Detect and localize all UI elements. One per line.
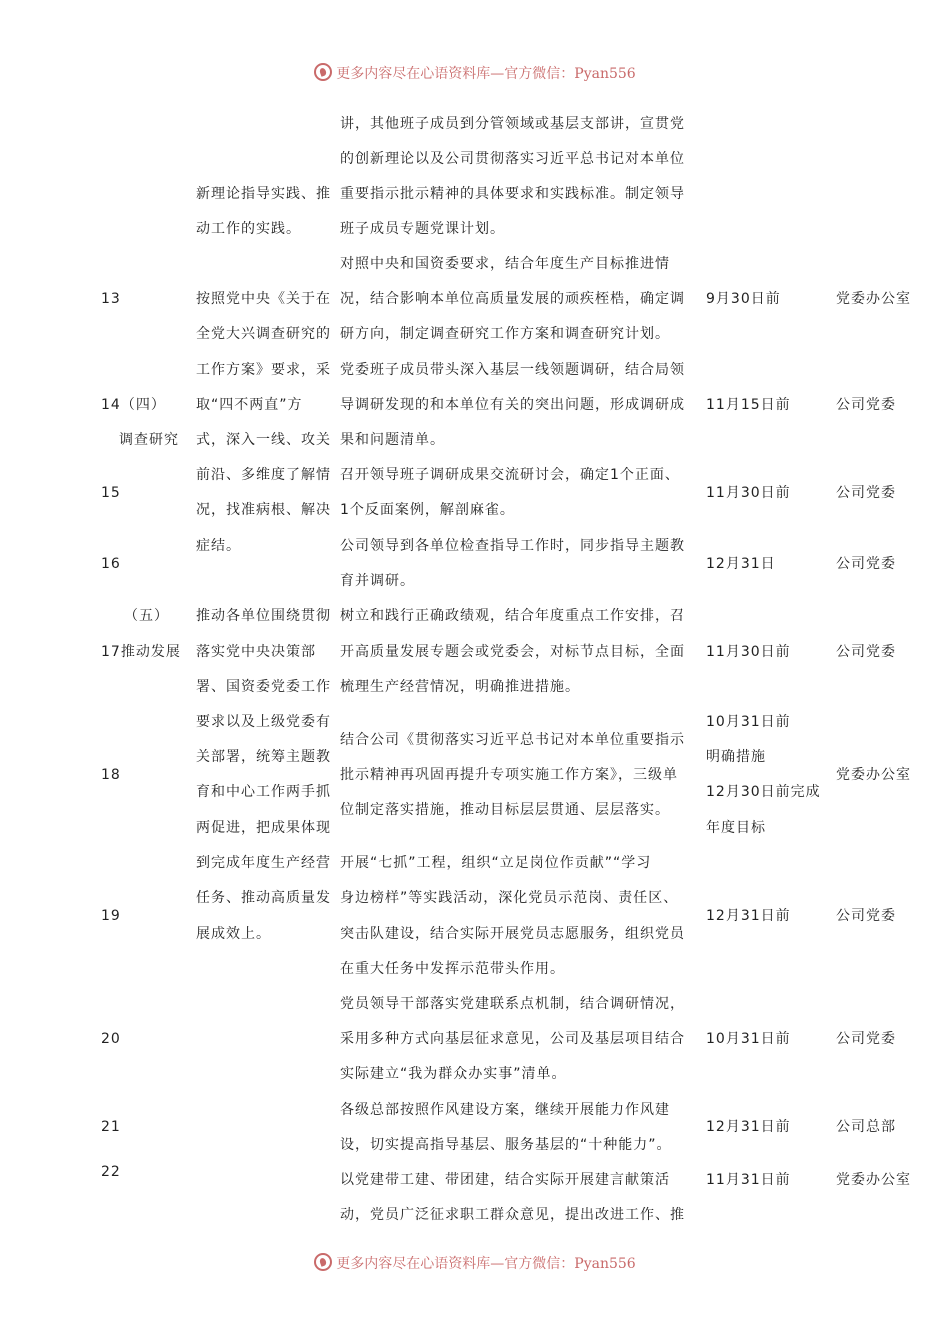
deadline: 9月30日前: [706, 291, 781, 307]
task-line: 结合公司《贯彻落实习近平总书记对本单位重要指示: [340, 732, 685, 748]
measure-line: 要求以及上级党委有: [196, 714, 331, 730]
task-line: 开高质量发展专题会或党委会，对标节点目标，全面: [340, 644, 685, 660]
row-number: 20: [101, 1031, 121, 1047]
task-line: 动，党员广泛征求职工群众意见，提出改进工作、推: [340, 1207, 685, 1223]
task-line: 况，结合影响本单位高质量发展的顽疾桎梏，确定调: [340, 291, 685, 307]
measure-line: 任务、推动高质量发: [196, 890, 331, 906]
measure-line: 式，深入一线、攻关: [196, 432, 331, 448]
watermark-top: [0, 62, 950, 86]
deadline: 11月31日前: [706, 1172, 791, 1188]
measure-line: 育和中心工作两手抓: [196, 784, 331, 800]
task-line: 的创新理论以及公司贯彻落实习近平总书记对本单位: [340, 151, 685, 167]
deadline: 10月31日前: [706, 714, 791, 730]
measure-line: 展成效上。: [196, 926, 271, 942]
task-line: 开展“七抓”工程，组织“立足岗位作贡献”“学习: [340, 855, 652, 871]
owner: 公司党委: [836, 1031, 896, 1047]
task-line: 梳理生产经营情况，明确推进措施。: [340, 679, 580, 695]
row-number: 19: [101, 908, 121, 924]
measure-line: 到完成年度生产经营: [196, 855, 331, 871]
task-line: 位制定落实措施，推动目标层层贯通、层层落实。: [340, 802, 670, 818]
row-number: 15: [101, 485, 121, 501]
deadline: 10月31日前: [706, 1031, 791, 1047]
task-line: 果和问题清单。: [340, 432, 445, 448]
deadline: 年度目标: [706, 820, 766, 836]
task-line: 党委班子成员带头深入基层一线领题调研，结合局领: [340, 362, 685, 378]
watermark-text: 更多内容尽在心语资料库—官方微信：Pyan556: [336, 66, 636, 82]
deadline: 12月31日: [706, 556, 776, 572]
deadline: 11月30日前: [706, 485, 791, 501]
task-line: 设，切实提高指导基层、服务基层的“十种能力”。: [340, 1137, 672, 1153]
deadline: 11月15日前: [706, 397, 791, 413]
owner: 党委办公室: [836, 291, 911, 307]
deadline: 12月31日前: [706, 908, 791, 924]
task-line: 在重大任务中发挥示范带头作用。: [340, 961, 565, 977]
measure-line: 动工作的实践。: [196, 221, 301, 237]
measure-line: 按照党中央《关于在: [196, 291, 331, 307]
measure-line: 关部署，统筹主题教: [196, 749, 331, 765]
task-line: 采用多种方式向基层征求意见，公司及基层项目结合: [340, 1031, 685, 1047]
deadline: 12月31日前: [706, 1119, 791, 1135]
watermark-text: 更多内容尽在心语资料库—官方微信：Pyan556: [336, 1256, 636, 1272]
measure-line: 症结。: [196, 538, 241, 554]
row-number: 18: [101, 767, 121, 783]
task-line: 对照中央和国资委要求，结合年度生产目标推进情: [340, 256, 670, 272]
watermark-logo-icon: [314, 1253, 332, 1271]
task-line: 研方向，制定调查研究工作方案和调查研究计划。: [340, 326, 670, 342]
task-line: 公司领导到各单位检查指导工作时，同步指导主题教: [340, 538, 685, 554]
watermark-bottom: [0, 1252, 950, 1276]
measure-line: 两促进，把成果体现: [196, 820, 331, 836]
measure-line: 取“四不两直”方: [196, 397, 303, 413]
task-line: 身边榜样”等实践活动，深化党员示范岗、责任区、: [340, 890, 679, 906]
task-line: 实际建立“我为群众办实事”清单。: [340, 1066, 567, 1082]
measure-line: 署、国资委党委工作: [196, 679, 331, 695]
task-line: 育并调研。: [340, 573, 415, 589]
task-line: 班子成员专题党课计划。: [340, 221, 505, 237]
task-line: 党员领导干部落实党建联系点机制，结合调研情况，: [340, 996, 685, 1012]
measure-line: 前沿、多维度了解情: [196, 467, 331, 483]
owner: 党委办公室: [836, 1172, 911, 1188]
task-line: 批示精神再巩固再提升专项实施工作方案》，三级单: [340, 767, 678, 783]
measure-line: 落实党中央决策部: [196, 644, 316, 660]
deadline: 明确措施: [706, 749, 766, 765]
owner: 公司党委: [836, 644, 896, 660]
task-line: 召开领导班子调研成果交流研讨会，确定1个正面、: [340, 467, 680, 483]
owner: 公司党委: [836, 908, 896, 924]
task-line: 导调研发现的和本单位有关的突出问题，形成调研成: [340, 397, 685, 413]
owner: 公司党委: [836, 485, 896, 501]
row-number: 16: [101, 556, 121, 572]
task-line: 以党建带工建、带团建，结合实际开展建言献策活: [340, 1172, 670, 1188]
measure-line: 新理论指导实践、推: [196, 186, 331, 202]
row-number: 13: [101, 291, 121, 307]
row-number: 14（四）: [101, 397, 166, 413]
row-number: 21: [101, 1119, 121, 1135]
task-line: 树立和践行正确政绩观，结合年度重点工作安排，召: [340, 608, 685, 624]
owner: 党委办公室: [836, 767, 911, 783]
watermark-logo-icon: [314, 63, 332, 81]
row-number: 22: [101, 1164, 121, 1180]
owner: 公司党委: [836, 397, 896, 413]
owner: 公司总部: [836, 1119, 896, 1135]
measure-line: 全党大兴调查研究的: [196, 326, 331, 342]
task-line: 1个反面案例，解剖麻雀。: [340, 502, 515, 518]
owner: 公司党委: [836, 556, 896, 572]
deadline: 11月30日前: [706, 644, 791, 660]
category-label: （五）: [124, 608, 169, 624]
measure-line: 工作方案》要求，采: [196, 362, 331, 378]
measure-line: 况，找准病根、解决: [196, 502, 331, 518]
deadline: 12月30日前完成: [706, 784, 821, 800]
task-line: 讲，其他班子成员到分管领域或基层支部讲，宣贯党: [340, 116, 685, 132]
category-label: 调查研究: [119, 432, 179, 448]
row-number: 17推动发展: [101, 644, 181, 660]
task-line: 各级总部按照作风建设方案，继续开展能力作风建: [340, 1102, 670, 1118]
task-line: 重要指示批示精神的具体要求和实践标准。制定领导: [340, 186, 685, 202]
task-line: 突击队建设，结合实际开展党员志愿服务，组织党员: [340, 926, 685, 942]
measure-line: 推动各单位围绕贯彻: [196, 608, 331, 624]
